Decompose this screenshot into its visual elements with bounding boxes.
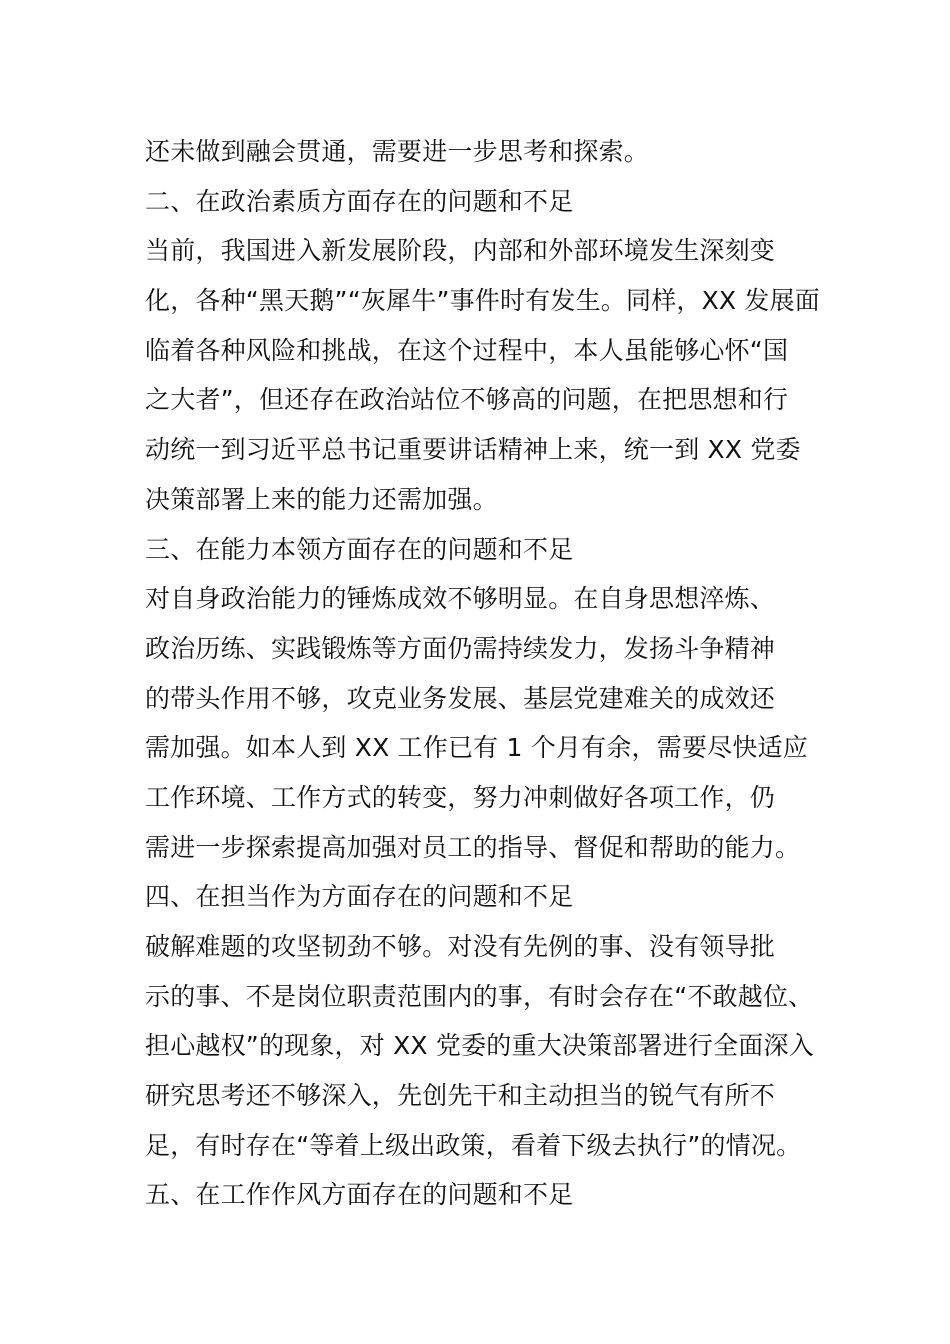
text-line: 临着各种风险和挑战，在这个过程中，本人虽能够心怀“国 <box>145 335 789 365</box>
text-line: 当前，我国进入新发展阶段，内部和外部环境发生深刻变 <box>145 236 776 266</box>
text-line: 工作环境、工作方式的转变，努力冲刺做好各项工作，仍 <box>145 782 776 812</box>
text-line: 化，各种“黑天鹅”“灰犀牛”事件时有发生。同样，XX 发展面 <box>145 286 821 316</box>
section-heading-ability: 三、在能力本领方面存在的问题和不足 <box>145 534 574 564</box>
text-line: 需加强。如本人到 XX 工作已有 1 个月有余，需要尽快适应 <box>145 733 808 763</box>
text-line: 决策部署上来的能力还需加强。 <box>145 484 498 514</box>
text-line: 政治历练、实践锻炼等方面仍需持续发力，发扬斗争精神 <box>145 633 776 663</box>
section-heading-work-style: 五、在工作作风方面存在的问题和不足 <box>145 1180 574 1210</box>
text-line: 还未做到融会贯通，需要进一步思考和探索。 <box>145 137 650 166</box>
text-line: 的带头作用不够，攻克业务发展、基层党建难关的成效还 <box>145 683 776 713</box>
text-line: 对自身政治能力的锤炼成效不够明显。在自身思想淬炼、 <box>145 584 776 614</box>
text-line: 担心越权”的现象，对 XX 党委的重大决策部署进行全面深入 <box>145 1031 814 1061</box>
text-line: 示的事、不是岗位职责范围内的事，有时会存在“不敢越位、 <box>145 981 814 1011</box>
text-line: 破解难题的攻坚韧劲不够。对没有先例的事、没有领导批 <box>145 932 776 961</box>
document-body <box>145 127 821 1220</box>
text-line: 需进一步探索提高加强对员工的指导、督促和帮助的能力。 <box>145 832 801 862</box>
text-line: 足，有时存在“等着上级出政策，看着下级去执行”的情况。 <box>145 1130 802 1160</box>
text-line: 研究思考还不够深入，先创先干和主动担当的锐气有所不 <box>145 1081 776 1111</box>
text-line: 之大者”，但还存在政治站位不够高的问题，在把思想和行 <box>145 385 789 415</box>
section-heading-political-quality: 二、在政治素质方面存在的问题和不足 <box>145 186 574 216</box>
text-line: 动统一到习近平总书记重要讲话精神上来，统一到 XX 党委 <box>145 435 801 465</box>
section-heading-responsibility: 四、在担当作为方面存在的问题和不足 <box>145 882 574 912</box>
